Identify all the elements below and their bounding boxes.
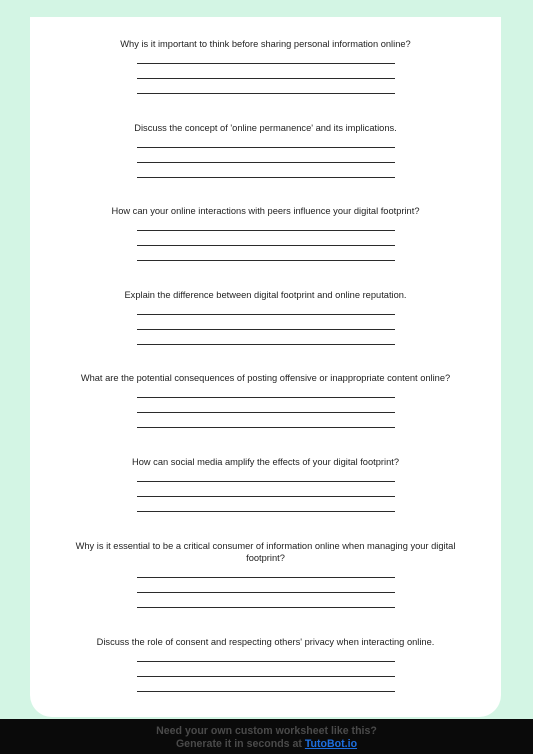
question-block [30, 372, 501, 428]
promo-line-1: Need your own custom worksheet like this? [156, 725, 377, 737]
answer-line[interactable] [137, 662, 395, 677]
answer-line[interactable] [137, 315, 395, 330]
answer-line[interactable] [137, 64, 395, 79]
answer-lines [137, 53, 395, 94]
answer-line[interactable] [137, 330, 395, 345]
question-text: How can social media amplify the effects of your digital footprint? [132, 457, 399, 467]
answer-line[interactable] [137, 163, 395, 178]
question-block [30, 205, 501, 261]
question-block [30, 636, 501, 692]
question-block [30, 38, 501, 94]
question-text: How can your online interactions with peers influence your digital footprint? [111, 206, 420, 216]
promo-line-2 [0, 738, 533, 751]
question-text: Discuss the role of consent and respecting others' privacy when interacting online. [96, 637, 435, 647]
answer-line[interactable] [137, 482, 395, 497]
question-text: Explain the difference between digital footprint and online reputation. [124, 290, 407, 300]
answer-line[interactable] [137, 246, 395, 261]
question-text: Why is it essential to be a critical consumer of information online when managing your digital footprint? [75, 541, 456, 563]
answer-line[interactable] [137, 413, 395, 428]
question-block [30, 540, 501, 608]
answer-line[interactable] [137, 220, 395, 231]
answer-line[interactable] [137, 593, 395, 608]
promo-footer [0, 719, 533, 754]
answer-lines [137, 567, 395, 608]
answer-line[interactable] [137, 578, 395, 593]
answer-line[interactable] [137, 148, 395, 163]
answer-line[interactable] [137, 677, 395, 692]
answer-lines [137, 304, 395, 345]
answer-lines [137, 137, 395, 178]
answer-line[interactable] [137, 471, 395, 482]
answer-lines [137, 651, 395, 692]
answer-lines [137, 471, 395, 512]
question-text: What are the potential consequences of posting offensive or inappropriate content online? [80, 373, 451, 383]
answer-line[interactable] [137, 387, 395, 398]
answer-line[interactable] [137, 137, 395, 148]
answer-line[interactable] [137, 231, 395, 246]
question-block [30, 456, 501, 512]
tutobot-link[interactable]: TutoBot.io [304, 738, 358, 750]
answer-line[interactable] [137, 651, 395, 662]
question-text: Why is it important to think before sharing personal information online? [120, 39, 411, 49]
answer-line[interactable] [137, 304, 395, 315]
promo-line-2-prefix: Generate it in seconds at [175, 738, 305, 750]
answer-lines [137, 387, 395, 428]
answer-lines [137, 220, 395, 261]
answer-line[interactable] [137, 53, 395, 64]
answer-line[interactable] [137, 398, 395, 413]
question-block [30, 122, 501, 178]
answer-line[interactable] [137, 497, 395, 512]
question-text: Discuss the concept of 'online permanence' and its implications. [134, 123, 397, 133]
question-block [30, 289, 501, 345]
answer-line[interactable] [137, 567, 395, 578]
answer-line[interactable] [137, 79, 395, 94]
